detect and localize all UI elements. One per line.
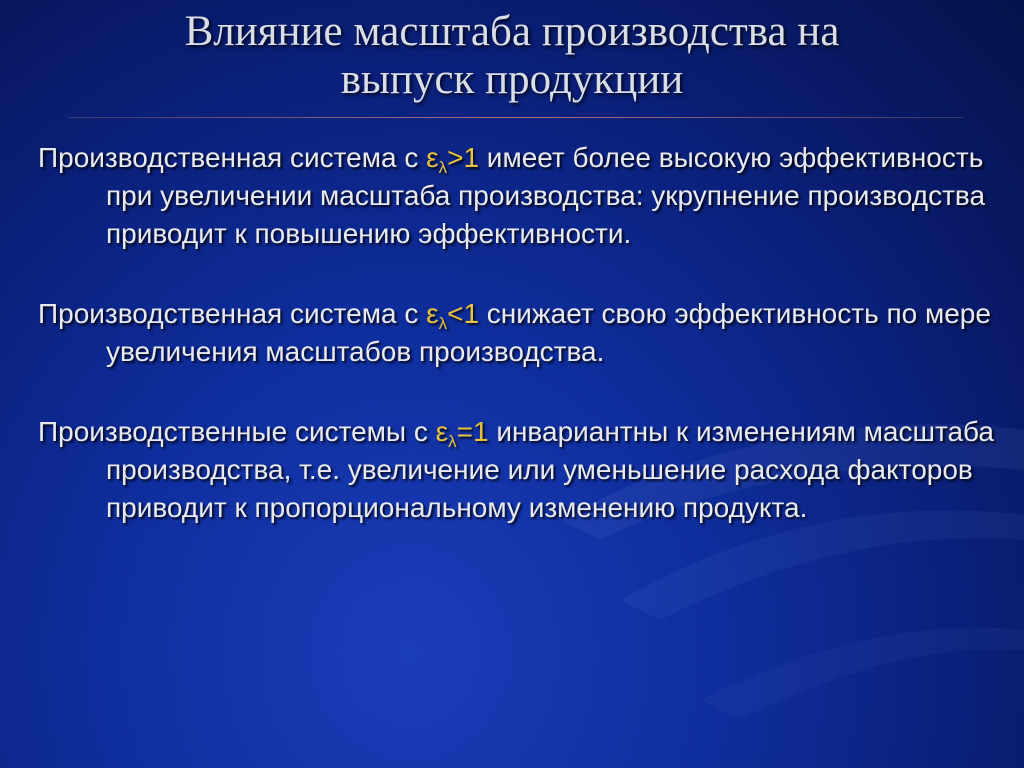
title-divider (68, 117, 964, 118)
bullet-text-before: Производственная система с (38, 298, 427, 329)
slide-title (60, 8, 964, 104)
elasticity-symbol: $\varepsilon_\lambda<1$ (426, 298, 480, 333)
bullet-text-before: Производственные системы с (38, 416, 436, 447)
elasticity-symbol: $\varepsilon_\lambda>1$ (426, 142, 480, 177)
bullet-text-after: имеет более высокую эффективность при увеличении масштаба производства: укрупнение производства приводит к повышению эффективности. (106, 142, 986, 249)
bullet-item-1 (38, 139, 998, 253)
bullet-text-before: Производственная система с (38, 142, 427, 173)
title-line-1: Влияние масштаба производства на (184, 8, 840, 55)
bullet-item-2 (38, 295, 998, 371)
bullet-text-after: снижает свою эффективность по мере увеличения масштабов производства. (106, 298, 991, 367)
title-line-2: выпуск продукции (340, 56, 684, 103)
elasticity-symbol: $\varepsilon_\lambda=1$ (435, 416, 489, 451)
bullet-list (38, 139, 998, 569)
bullet-item-3 (38, 413, 998, 527)
bullet-text-after: инвариантны к изменениям масштаба производства, т.е. увеличение или уменьшение расхода факторов приводит к пропорциональному изменению продукта. (106, 416, 994, 523)
